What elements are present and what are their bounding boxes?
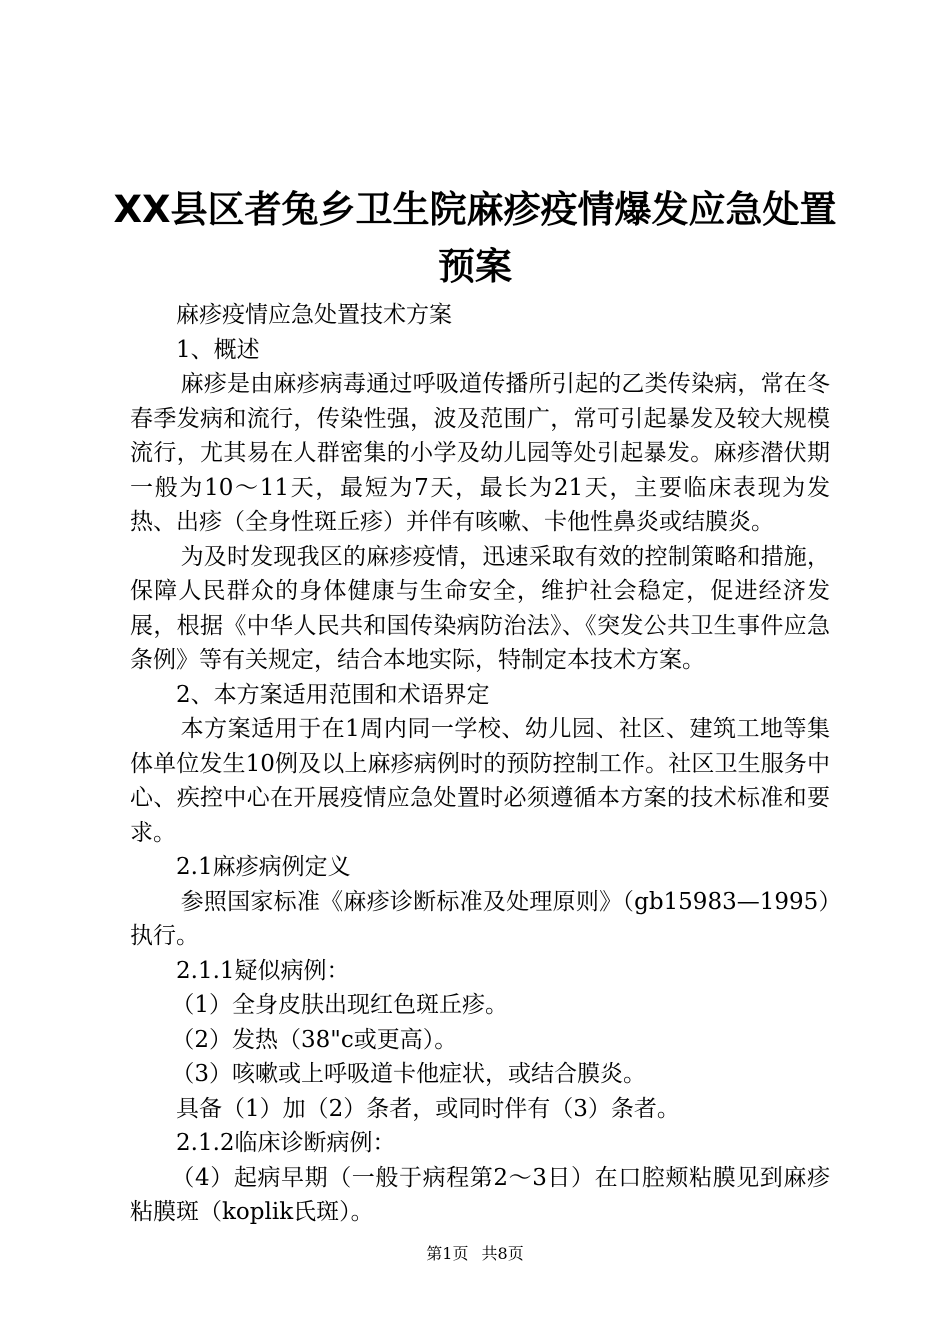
body-paragraph: 本方案适用于在1周内同一学校、幼儿园、社区、建筑工地等集体单位发生10例及以上麻疹病例时的预防控制工作。社区卫生服务中心、疾控中心在开展疫情应急处置时必须遵循本方案的技术标准和要求。 — [130, 716, 830, 846]
section-heading: 1、概述 — [176, 336, 260, 363]
page-number: 第1页 — [426, 1244, 469, 1263]
criteria-item: （4）起病早期（一般于病程第2～3日）在口腔颊粘膜见到麻疹粘膜斑（koplik氏斑）。 — [130, 1164, 830, 1225]
page-total: 共8页 — [481, 1244, 524, 1263]
body-paragraph: 为及时发现我区的麻疹疫情，迅速采取有效的控制策略和措施，保障人民群众的身体健康与生命安全，维护社会稳定，促进经济发展，根据《中华人民共和国传染病防治法》、《突发公共卫生事件应急条例》等有关规定，结合本地实际，特制定本技术方案。 — [130, 543, 830, 673]
document-title-line-2: 预案 — [438, 245, 512, 288]
page-footer — [0, 1244, 950, 1264]
section-heading: 2、本方案适用范围和术语界定 — [176, 681, 490, 708]
subsection-heading: 2.1.2临床诊断病例： — [176, 1130, 396, 1156]
criteria-item: （2）发热（38"c或更高）。 — [171, 1026, 458, 1053]
body-paragraph: 参照国家标准《麻疹诊断标准及处理原则》（gb15983—1995）执行。 — [130, 888, 830, 949]
body-paragraph: 具备（1）加（2）条者，或同时伴有（3）条者。 — [176, 1095, 680, 1122]
subsection-heading: 2.1麻疹病例定义 — [176, 854, 351, 880]
body-paragraph: 麻疹是由麻疹病毒通过呼吸道传播所引起的乙类传染病，常在冬春季发病和流行，传染性强，波及范围广，常可引起暴发及较大规模流行，尤其易在人群密集的小学及幼儿园等处引起暴发。麻疹潜伏期一般为10～11天，最短为7天，最长为21天，主要临床表现为发热、出疹（全身性斑丘疹）并伴有咳嗽、卡他性鼻炎或结膜炎。 — [130, 371, 830, 535]
section-heading: 麻疹疫情应急处置技术方案 — [176, 302, 452, 328]
criteria-item: （3）咳嗽或上呼吸道卡他症状，或结合膜炎。 — [171, 1061, 647, 1087]
subsection-heading: 2.1.1疑似病例： — [176, 957, 350, 984]
document-title-line-1: XX县区者兔乡卫生院麻疹疫情爆发应急处置 — [113, 188, 837, 231]
document-body — [130, 298, 830, 1230]
criteria-item: （1）全身皮肤出现红色斑丘疹。 — [171, 992, 509, 1018]
